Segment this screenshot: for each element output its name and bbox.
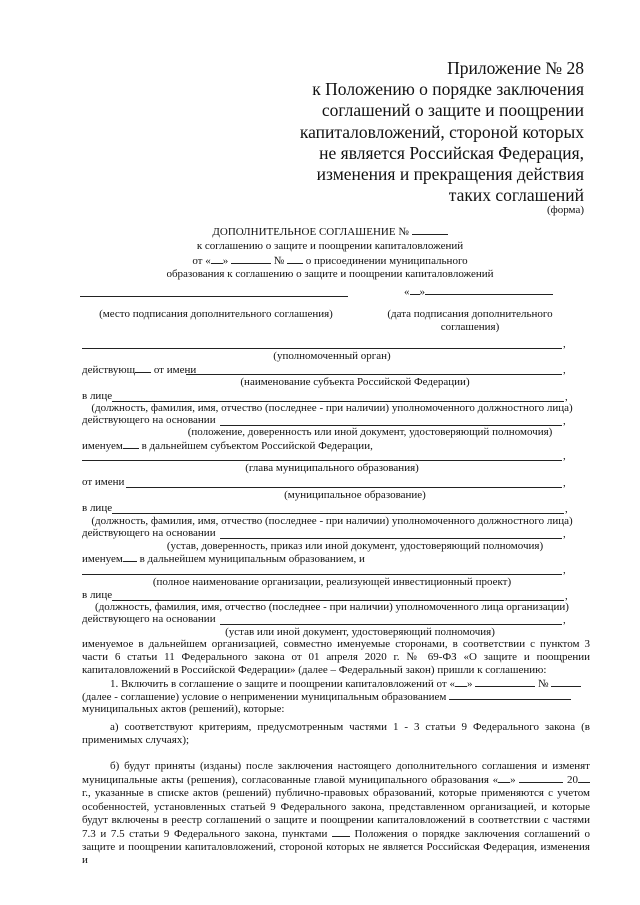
comma: , xyxy=(563,450,566,462)
date-rest-blank[interactable] xyxy=(425,285,553,295)
clause-a: а) соответствуют критериям, предусмотренным частями 1 - 3 статьи 9 Федерального закона (в применимых случаях); xyxy=(82,721,590,747)
on-behalf-label: от имени xyxy=(82,476,125,488)
comma: , xyxy=(563,477,566,489)
agreement-number-blank[interactable] xyxy=(412,225,448,235)
day-blank[interactable] xyxy=(455,677,467,687)
number-blank[interactable] xyxy=(287,254,303,264)
preamble-paragraph: именуемое в дальнейшем организацией, совместно именуемые сторонами, в соответствии с пунктом 3 части 6 статьи 11 Федерального закона от 01 апреля 2020 г. № 69-ФЗ «О защите и поощрении капиталовложений в Российской Федерации» (далее – Федеральный закон) пришли к соглашению: xyxy=(82,638,590,677)
appendix-line: капиталовложений, стороной которых xyxy=(299,121,584,142)
official-caption: (должность, фамилия, имя, отчество (последнее - при наличии) уполномоченного лица организации) xyxy=(95,601,569,613)
named-label: именуем xyxy=(82,553,123,565)
basis-caption: (устав или иной документ, удостоверяющий полномочия) xyxy=(225,626,495,638)
named-ending-blank[interactable] xyxy=(123,439,139,449)
quote-open: « xyxy=(404,286,410,298)
organization-caption: (полное наименование организации, реализующей инвестиционный проект) xyxy=(152,576,512,588)
title-line-3 xyxy=(80,254,580,269)
day-blank[interactable] xyxy=(211,254,223,264)
named-label: именуем xyxy=(82,440,123,452)
acting-ending-blank[interactable] xyxy=(135,363,151,373)
basis-field[interactable] xyxy=(220,624,562,625)
clause-b-text: г., указанные в списке актов (решений) публично-правовых образований, которые применяются с учетом особенностей, установленных статьей 9 Федерального закона, представленном организацией, и которые будут включены в реестр соглашений о защите и поощрении капиталовложений в соответствии с частями 7.3 и 7.5 статьи 9 Федерального закона, пунктами xyxy=(82,787,590,841)
official-caption: (должность, фамилия, имя, отчество (последнее - при наличии) уполномоченного должностного лица) xyxy=(91,515,573,527)
clause-1-line-2 xyxy=(82,690,571,704)
appendix-line: изменения и прекращения действия xyxy=(316,164,584,185)
basis-caption: (устав, доверенность, приказ или иной документ, удостоверяющий полномочия) xyxy=(166,540,544,552)
title-line-2: к соглашению о защите и поощрении капиталовложений xyxy=(196,240,464,252)
title-line-3-text: о присоединении муниципального xyxy=(305,255,468,267)
quote-open: от « xyxy=(192,255,211,267)
named-line xyxy=(82,552,365,566)
named-text: в дальнейшем муниципальным образованием, и xyxy=(139,553,365,565)
comma: , xyxy=(563,564,566,576)
document-title xyxy=(80,225,580,240)
appendix-line: не является Российская Федерация, xyxy=(319,142,584,163)
month-blank[interactable] xyxy=(231,254,271,264)
in-person-label: в лице xyxy=(82,502,113,514)
clause-1-text: 1. Включить в соглашение о защите и поощрении капиталовложений от « xyxy=(110,678,455,690)
appendix-line: соглашений о защите и поощрении xyxy=(321,100,584,121)
basis-caption: (положение, доверенность или иной документ, удостоверяющий полномочия) xyxy=(187,426,553,438)
number-sign: № xyxy=(537,678,549,690)
official-field[interactable] xyxy=(112,513,564,514)
day-blank[interactable] xyxy=(498,773,510,783)
clause-1-text: (далее - соглашение) условие о неприменении муниципальным образованием xyxy=(82,691,447,703)
comma: , xyxy=(565,590,568,602)
subject-caption: (наименование субъекта Российской Федерации) xyxy=(240,376,470,388)
acting-basis-label: действующего на основании xyxy=(82,613,216,625)
appendix-line: таких соглашений xyxy=(448,185,584,206)
clause-b-text: б) будут приняты (изданы) после заключения настоящего дополнительного соглашения и изменят муниципальные акты (решения), согласованные главой муниципального образования « xyxy=(82,760,590,787)
in-person-label: в лице xyxy=(82,589,113,601)
official-caption: (должность, фамилия, имя, отчество (последнее - при наличии) уполномоченного должностного лица) xyxy=(91,402,573,414)
year-prefix: 20 xyxy=(567,774,579,787)
subject-field[interactable] xyxy=(186,374,562,375)
clause-1-line-3: муниципальных актов (решений), которые: xyxy=(82,703,285,715)
named-ending-blank[interactable] xyxy=(123,552,137,562)
place-field[interactable] xyxy=(80,296,348,297)
month-blank[interactable] xyxy=(519,773,563,783)
quote-close: » xyxy=(419,286,425,298)
in-person-label: в лице xyxy=(82,390,113,402)
acting-line xyxy=(82,363,196,377)
municipality-blank[interactable] xyxy=(449,690,571,700)
authority-caption: (уполномоченный орган) xyxy=(273,350,391,362)
quote-close: » xyxy=(222,255,229,267)
acting-label: действующ xyxy=(82,364,136,376)
comma: , xyxy=(563,364,566,376)
comma: , xyxy=(565,391,568,403)
organization-field[interactable] xyxy=(82,574,562,575)
acting-basis-label: действующего на основании xyxy=(82,414,216,426)
place-caption: (место подписания дополнительного соглашения) xyxy=(99,308,333,320)
points-blank[interactable] xyxy=(332,827,350,837)
comma: , xyxy=(565,503,568,515)
head-caption: (глава муниципального образования) xyxy=(245,462,419,474)
basis-field[interactable] xyxy=(220,538,562,539)
quote-close: » xyxy=(466,678,473,690)
quote-close: » xyxy=(510,774,516,787)
number-sign: № xyxy=(273,255,285,267)
clause-b xyxy=(82,760,590,868)
title-line-4: образования к соглашению о защите и поощрении капиталовложений xyxy=(166,268,494,280)
comma: , xyxy=(563,415,566,427)
municipal-field[interactable] xyxy=(126,487,562,488)
date-day-blank[interactable] xyxy=(410,285,420,295)
date-caption: (дата подписания дополнительного соглашения) xyxy=(387,308,553,333)
authority-field[interactable] xyxy=(82,348,562,349)
appendix-heading xyxy=(254,58,584,206)
municipal-caption: (муниципальное образование) xyxy=(284,489,426,501)
appendix-line: Приложение № 28 xyxy=(447,58,584,78)
appendix-line: к Положению о порядке заключения xyxy=(312,79,584,100)
comma: , xyxy=(563,528,566,540)
comma: , xyxy=(563,338,566,350)
month-blank[interactable] xyxy=(475,677,535,687)
number-blank[interactable] xyxy=(551,677,581,687)
acting-basis-label: действующего на основании xyxy=(82,527,216,539)
clause-b-text: Положения о порядке заключения соглашений о защите и поощрении капиталовложений, стороной которых не является Российская Федерация, изменения и xyxy=(82,828,590,867)
date-field[interactable] xyxy=(404,285,553,299)
named-text: в дальнейшем субъектом Российской Федерации, xyxy=(141,440,373,452)
title-text: ДОПОЛНИТЕЛЬНОЕ СОГЛАШЕНИЕ № xyxy=(212,226,409,238)
head-field[interactable] xyxy=(82,460,562,461)
named-line xyxy=(82,439,373,453)
form-label: (форма) xyxy=(546,204,584,216)
on-behalf-label: от имени xyxy=(153,364,197,376)
year-blank[interactable] xyxy=(578,773,590,783)
comma: , xyxy=(563,614,566,626)
